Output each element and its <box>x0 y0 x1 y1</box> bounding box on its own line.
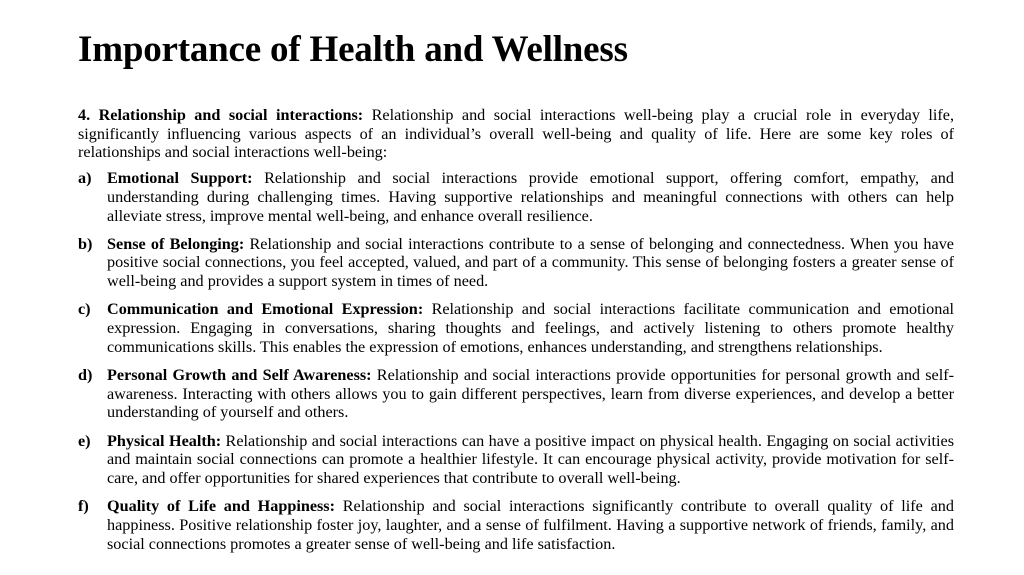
list-marker: e) <box>78 431 91 450</box>
list-item-heading: Sense of Belonging: <box>107 234 245 253</box>
list-item-heading: Quality of Life and Happiness: <box>107 497 335 516</box>
list-item-body <box>107 432 954 488</box>
list-item-text: Relationship and social interactions significantly contribute to overall quality of life and happiness. Positive relationship foster joy, laughter, and a sense of fulfilment. Having a supportive network of friends, family, and social connections promotes a greater sense of well-being and life satisfaction. <box>107 497 954 553</box>
list-marker: c) <box>78 300 91 319</box>
list-item-body <box>107 169 954 225</box>
intro-paragraph <box>78 106 954 162</box>
list-marker: f) <box>78 497 89 516</box>
list-item-body <box>107 366 954 422</box>
list-item-body <box>107 235 954 291</box>
list-item-heading: Physical Health: <box>107 431 222 450</box>
list-item-text: Relationship and social interactions facilitate communication and emotional expression. Engaging in conversations, sharing thoughts and feelings, and actively listening to others promote healthy communications skills. This enables the expression of emotions, enhances understanding, and strengthens relationships. <box>107 300 955 356</box>
list-marker: b) <box>78 234 93 253</box>
list-item-text: Relationship and social interactions provide emotional support, offering comfort, empathy, and understanding during challenging times. Having supportive relationships and meaningful connections with others can help alleviate stress, improve mental well-being, and enhance overall resilience. <box>107 169 954 225</box>
list-item-a <box>78 169 954 225</box>
list-item-text: Relationship and social interactions contribute to a sense of belonging and connectedness. When you have positive social connections, you feel accepted, valued, and part of a community. This sense of belonging fosters a greater sense of well-being and provides a support system in times of need. <box>107 234 954 291</box>
list-item-text: Relationship and social interactions provide opportunities for personal growth and self-awareness. Interacting with others allows you to gain different perspectives, learn from diverse experiences, and develop a better understanding of yourself and others. <box>107 365 954 422</box>
list-marker: a) <box>78 169 92 188</box>
list-item-b <box>78 235 954 291</box>
list-item-d <box>78 366 954 422</box>
list-item-e <box>78 432 954 488</box>
list-item-c <box>78 300 954 356</box>
list-item-body <box>107 300 954 356</box>
list-item-text: Relationship and social interactions can have a positive impact on physical health. Engaging on social activities and maintain social connections can promote a healthier lifestyle. It can encourage physical activity, provide motivation for self-care, and offer opportunities for shared experiences that contribute to overall well-being. <box>107 431 954 487</box>
list-item-f <box>78 497 954 553</box>
list-item-heading: Communication and Emotional Expression: <box>107 300 424 319</box>
intro-heading: 4. Relationship and social interactions: <box>78 106 364 124</box>
intro-text: Relationship and social interactions well-being play a crucial role in everyday life, significantly influencing various aspects of an individual’s overall well-being and quality of life. Here are some key roles of relationships and social interactions well-being: <box>78 106 955 162</box>
list-item-body <box>107 497 954 553</box>
list-marker: d) <box>78 365 93 384</box>
list-item-heading: Personal Growth and Self Awareness: <box>107 365 372 384</box>
list-item-heading: Emotional Support: <box>107 169 253 188</box>
slide-title: Importance of Health and Wellness <box>78 29 628 70</box>
